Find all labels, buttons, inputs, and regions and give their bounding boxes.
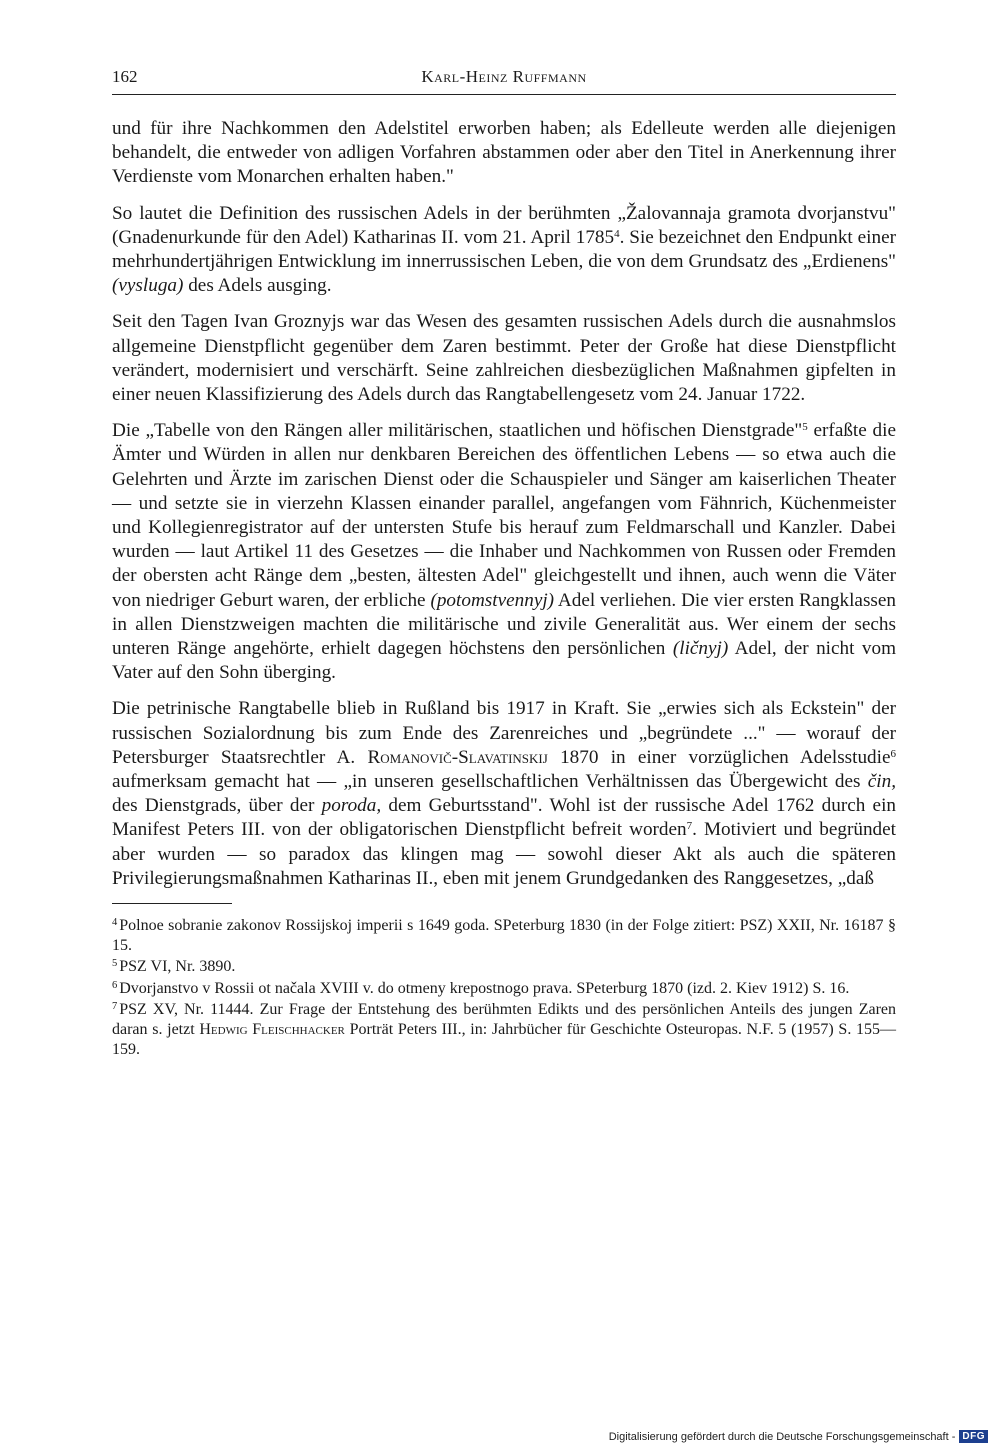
author-name: Romanovič-Slavatinskij <box>367 746 548 768</box>
paragraph-5: Die petrinische Rangtabelle blieb in Rußland bis 1917 in Kraft. Sie „erwies sich als Eckstein" der russischen Sozialordnung bis zum Ende des Zarenreiches und „begründete ..." — worauf der Petersburger Staatsrechtler A. Romanovič-Slavatinskij 1870 in einer vorzüglichen Adelsstudie$^6$ aufmerksam gemacht hat — „in unseren gesellschaftlichen Verhältnissen das Übergewicht des čin, des Dienstgrads, über der poroda, dem Geburtsstand". Wohl ist der russische Adel 1762 durch ein Manifest Peters III. von der obligatorischen Dienstpflicht befreit worden$^7$. Motiviert und begründet aber wurden — so paradox das klingen mag — sowohl dieser Akt als auch die späteren Privilegierungsmaßnahmen Katharinas II., eben mit jenem Grundgedanken des Ranggesetzes, „daß <box>112 698 897 889</box>
footnote-6: $^6$ Dvorjanstvo v Rossii ot načala XVIII v. do otmeny krepostnogo prava. SPeterburg 1870 (izd. 2. Kiev 1912) S. 16. <box>112 979 850 997</box>
dfg-logo-icon: DFG <box>959 1430 988 1443</box>
footnote-4: $^4$ Polnoe sobranie zakonov Rossijskoj imperii s 1649 goda. SPeterburg 1830 (in der Folge zitiert: PSZ) XXII, Nr. 16187 § 15. <box>112 917 896 954</box>
running-head <box>112 64 896 95</box>
footnote-divider <box>112 903 232 904</box>
running-title: Karl-Heinz Ruffmann <box>421 67 587 86</box>
footnote-5: $^5$ PSZ VI, Nr. 3890. <box>112 958 236 976</box>
paragraph-3: Seit den Tagen Ivan Groznyjs war das Wesen des gesamten russischen Adels durch die ausnahmslos allgemeine Dienstpflicht gegenüber dem Zaren bestimmt. Peter der Große hat diese Dienstpflicht verändert, modernisiert und verschärft. Seine zahlreichen diesbezüglichen Maßnahmen gipfelten in einer neuen Klassifizierung des Adels durch das Rangtabellengesetz vom 24. Januar 1722. <box>112 311 896 406</box>
paragraph-2: So lautet die Definition des russischen Adels in der berühmten „Žalovannaja gramota dvorjanstvu" (Gnadenurkunde für den Adel) Katharinas II. vom 21. April 1785$^4$. Sie bezeichnet den Endpunkt einer mehrhundertjährigen Entwicklung im innerrussischen Leben, die von dem Grundsatz des „Erdienens" (vysluga) des Adels ausging. <box>112 202 896 297</box>
footnote-author-name: Hedwig Fleischhacker <box>199 1021 345 1039</box>
footnote-ref-7[interactable]: 7 <box>686 820 693 833</box>
footnote-ref-5[interactable]: 5 <box>802 421 808 434</box>
footnote-ref-4[interactable]: 4 <box>614 227 620 240</box>
page-number: 162 <box>112 67 138 86</box>
paragraph-1: und für ihre Nachkommen den Adelstitel erworben haben; als Edelleute werden alle diejenigen behandelt, die entweder von adligen Vorfahren abstammen oder aber den Titel in Anerkennung ihrer Verdienste vom Monarchen erhalten haben." <box>112 118 896 188</box>
page <box>112 64 896 1061</box>
credit-text: Digitalisierung gefördert durch die Deutsche Forschungsgemeinschaft - <box>608 1430 956 1443</box>
footnotes <box>112 916 896 1059</box>
paragraph-4: Die „Tabelle von den Rängen aller militärischen, staatlichen und höfischen Dienstgrade"$^5$ erfaßte die Ämter und Würden in allen nur denkbaren Bereichen des öffentlichen Lebens — so etwa auch die Gelehrten und Ärzte im zarischen Dienst oder die Schauspieler und Sänger am kaiserlichen Theater — und setzte sie in vierzehn Klassen einander parallel, angefangen vom Fähnrich, Küchenmeister und Kollegienregistrator auf der untersten Stufe bis herauf zum Feldmarschall und Kanzler. Dabei wurden — laut Artikel 11 des Gesetzes — die Inhaber und Nachkommen von Russen oder Fremden der obersten acht Ränge dem „besten, ältesten Adel" gleichgestellt und ihnen, auch wenn die Väter von niedriger Geburt waren, der erbliche (potomstvennyj) Adel verliehen. Die vier ersten Rangklassen in allen Dienstzweigen machten die militärische und zivile Generalität aus. Wer einem der sechs unteren Ränge angehörte, erhielt dagegen höchstens den persönlichen (ličnyj) Adel, der nicht vom Vater auf den Sohn überging. <box>112 420 897 684</box>
digitization-credit <box>609 1430 988 1443</box>
footnote-7: $^7$ PSZ XV, Nr. 11444. Zur Frage der Entstehung des berühmten Edikts und des persönlichen Anteils des jungen Zaren daran s. jetzt Hedwig Fleischhacker Porträt Peters III., in: Jahrbücher für Geschichte Osteuropas. N.F. 5 (1957) S. 155—159. <box>112 1001 897 1058</box>
body-text <box>112 117 896 891</box>
footnote-ref-6[interactable]: 6 <box>890 747 896 760</box>
